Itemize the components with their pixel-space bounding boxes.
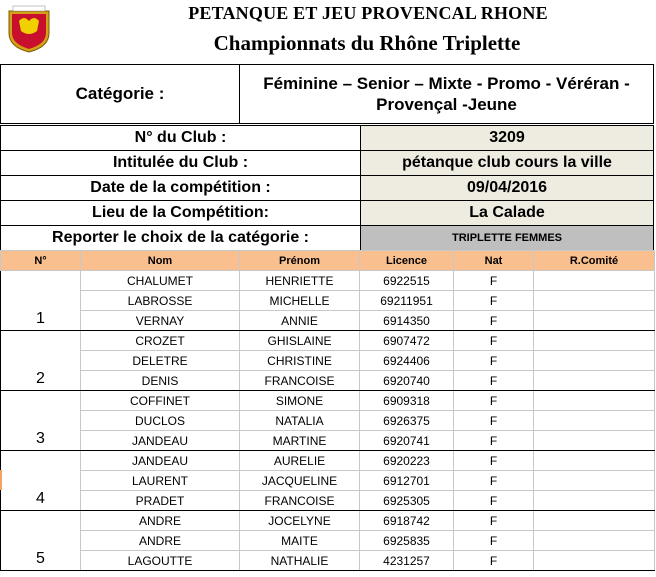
player-rcomite <box>534 531 655 551</box>
table-row <box>1 471 655 491</box>
player-licence: 6914350 <box>360 311 454 331</box>
player-nat: F <box>454 331 534 351</box>
category-table <box>0 64 654 124</box>
col-header-nom: Nom <box>81 251 240 271</box>
player-nat: F <box>454 451 534 471</box>
players-table <box>0 250 655 571</box>
player-rcomite <box>534 491 655 511</box>
player-rcomite <box>534 471 655 491</box>
player-nat: F <box>454 311 534 331</box>
player-licence: 6922515 <box>360 271 454 291</box>
player-prenom: NATHALIE <box>240 551 360 571</box>
table-row <box>1 451 655 471</box>
team-number: 5 <box>1 511 81 571</box>
team-number: 1 <box>1 271 81 331</box>
player-rcomite <box>534 331 655 351</box>
table-row <box>1 531 655 551</box>
col-header-num: N° <box>1 251 81 271</box>
table-row <box>1 291 655 311</box>
player-nom: LABROSSE <box>81 291 240 311</box>
col-header-nat: Nat <box>454 251 534 271</box>
player-nat: F <box>454 531 534 551</box>
info-label: Date de la compétition : <box>1 176 361 201</box>
player-licence: 6920741 <box>360 431 454 451</box>
player-nom: DUCLOS <box>81 411 240 431</box>
player-rcomite <box>534 311 655 331</box>
table-row <box>1 431 655 451</box>
table-row <box>1 271 655 291</box>
info-label: Reporter le choix de la catégorie : <box>1 226 361 251</box>
player-nom: PRADET <box>81 491 240 511</box>
category-label: Catégorie : <box>1 65 240 124</box>
org-title: PETANQUE ET JEU PROVENCAL RHONE <box>188 3 548 23</box>
player-rcomite <box>534 551 655 571</box>
player-prenom: FRANCOISE <box>240 491 360 511</box>
table-row <box>1 551 655 571</box>
player-prenom: FRANCOISE <box>240 371 360 391</box>
player-rcomite <box>534 271 655 291</box>
player-licence: 6920740 <box>360 371 454 391</box>
player-licence: 6912701 <box>360 471 454 491</box>
table-row <box>1 391 655 411</box>
table-row <box>1 511 655 531</box>
player-nom: CHALUMET <box>81 271 240 291</box>
player-nat: F <box>454 371 534 391</box>
player-prenom: JACQUELINE <box>240 471 360 491</box>
player-licence: 6909318 <box>360 391 454 411</box>
info-row-club-name <box>1 151 654 176</box>
table-row <box>1 411 655 431</box>
player-licence: 6924406 <box>360 351 454 371</box>
left-accent-bar <box>0 470 2 490</box>
player-nom: COFFINET <box>81 391 240 411</box>
info-value: pétanque club cours la ville <box>361 151 654 176</box>
table-row <box>1 331 655 351</box>
table-row <box>1 491 655 511</box>
info-value: TRIPLETTE FEMMES <box>361 226 654 251</box>
player-nat: F <box>454 351 534 371</box>
player-prenom: CHRISTINE <box>240 351 360 371</box>
info-value: La Calade <box>361 201 654 226</box>
info-row-location <box>1 201 654 226</box>
player-nat: F <box>454 491 534 511</box>
player-nat: F <box>454 271 534 291</box>
team-number: 2 <box>1 331 81 391</box>
player-nom: JANDEAU <box>81 451 240 471</box>
player-licence: 4231257 <box>360 551 454 571</box>
player-prenom: AURELIE <box>240 451 360 471</box>
info-label: Intitulée du Club : <box>1 151 361 176</box>
info-row-club-number <box>1 126 654 151</box>
player-rcomite <box>534 291 655 311</box>
player-nat: F <box>454 431 534 451</box>
player-licence: 6925305 <box>360 491 454 511</box>
player-prenom: HENRIETTE <box>240 271 360 291</box>
category-value: Féminine – Senior – Mixte - Promo - Véréran - Provençal -Jeune <box>240 65 654 124</box>
player-prenom: GHISLAINE <box>240 331 360 351</box>
player-licence: 6926375 <box>360 411 454 431</box>
player-rcomite <box>534 411 655 431</box>
player-licence: 6925835 <box>360 531 454 551</box>
player-nat: F <box>454 391 534 411</box>
player-nom: CROZET <box>81 331 240 351</box>
info-value: 3209 <box>361 126 654 151</box>
info-label: N° du Club : <box>1 126 361 151</box>
team-number: 3 <box>1 391 81 451</box>
player-rcomite <box>534 351 655 371</box>
player-rcomite <box>534 451 655 471</box>
team-number: 4 <box>1 451 81 511</box>
player-nat: F <box>454 551 534 571</box>
player-nom: JANDEAU <box>81 431 240 451</box>
player-nat: F <box>454 471 534 491</box>
player-licence: 6920223 <box>360 451 454 471</box>
player-licence: 6907472 <box>360 331 454 351</box>
info-row-category-choice <box>1 226 654 251</box>
player-nom: ANDRE <box>81 531 240 551</box>
col-header-prenom: Prénom <box>240 251 360 271</box>
player-nat: F <box>454 291 534 311</box>
player-prenom: MAITE <box>240 531 360 551</box>
table-row <box>1 351 655 371</box>
player-nom: LAGOUTTE <box>81 551 240 571</box>
player-licence: 6918742 <box>360 511 454 531</box>
player-rcomite <box>534 511 655 531</box>
player-rcomite <box>534 391 655 411</box>
table-row <box>1 311 655 331</box>
table-row <box>1 371 655 391</box>
info-row-date <box>1 176 654 201</box>
club-info-table <box>0 125 654 251</box>
player-licence: 69211951 <box>360 291 454 311</box>
table-header-row <box>1 251 655 271</box>
player-prenom: JOCELYNE <box>240 511 360 531</box>
info-label: Lieu de la Compétition: <box>1 201 361 226</box>
page-title: Championnats du Rhône Triplette <box>213 31 521 55</box>
col-header-rcomite: R.Comité <box>534 251 655 271</box>
player-prenom: MARTINE <box>240 431 360 451</box>
player-nom: DENIS <box>81 371 240 391</box>
player-nat: F <box>454 411 534 431</box>
player-prenom: ANNIE <box>240 311 360 331</box>
player-prenom: MICHELLE <box>240 291 360 311</box>
player-nat: F <box>454 511 534 531</box>
player-prenom: SIMONE <box>240 391 360 411</box>
player-rcomite <box>534 371 655 391</box>
col-header-licence: Licence <box>360 251 454 271</box>
player-nom: VERNAY <box>81 311 240 331</box>
info-value: 09/04/2016 <box>361 176 654 201</box>
player-nom: DELETRE <box>81 351 240 371</box>
player-rcomite <box>534 431 655 451</box>
player-nom: LAURENT <box>81 471 240 491</box>
player-prenom: NATALIA <box>240 411 360 431</box>
player-nom: ANDRE <box>81 511 240 531</box>
